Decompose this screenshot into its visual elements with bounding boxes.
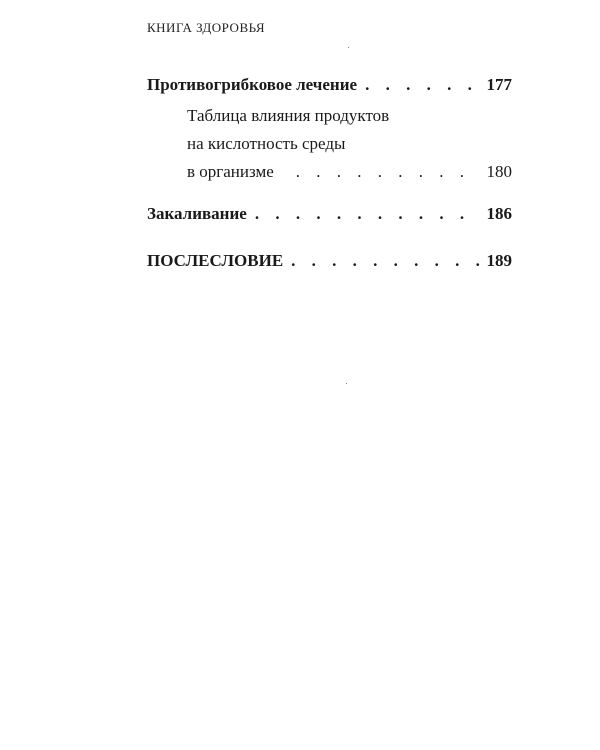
dot-leader [255, 203, 481, 225]
toc-subentry-line: Таблица влияния продуктов [187, 106, 390, 125]
running-header: КНИГА ЗДОРОВЬЯ [147, 20, 266, 35]
toc-entry-title: Противогрибковое лечение [147, 75, 358, 94]
toc-entry-page: 177 [486, 75, 512, 94]
toc-entry-title: Закаливание [147, 204, 247, 223]
toc-entry-page: 189 [486, 251, 512, 270]
dot-leader [365, 74, 480, 96]
toc-entry-afterword[interactable] [147, 250, 512, 272]
toc-subentry-page: 180 [486, 162, 512, 181]
toc-entry-hardening[interactable] [147, 203, 512, 225]
toc-subentry-line: на кислотность среды [187, 134, 346, 153]
dot-leader [296, 161, 481, 183]
print-speck [348, 47, 349, 48]
toc-entry-antifungal[interactable] [147, 74, 512, 96]
print-speck [346, 383, 347, 384]
toc-entry-title: ПОСЛЕСЛОВИЕ [147, 251, 284, 270]
toc-subentry-acidity-table[interactable] [187, 161, 512, 183]
toc-entry-page: 186 [486, 204, 512, 223]
dot-leader [291, 250, 480, 272]
toc-subentry-title: в организме [187, 162, 274, 181]
